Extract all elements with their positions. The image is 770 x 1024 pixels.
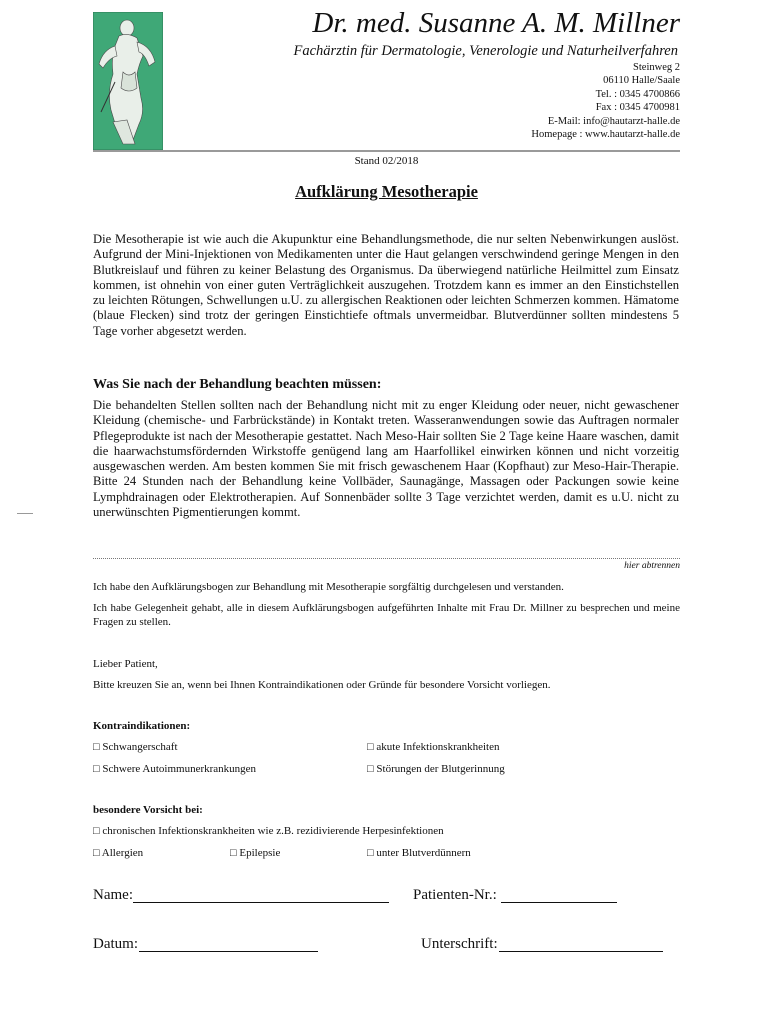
tear-off-label: hier abtrennen	[624, 561, 680, 571]
checkbox-autoimmune[interactable]: □ Schwere Autoimmunerkrankungen	[93, 763, 257, 775]
statue-logo-icon	[93, 12, 163, 150]
patient-salutation: Lieber Patient,	[93, 658, 158, 670]
date-input-line[interactable]	[139, 937, 318, 952]
name-input-line[interactable]	[133, 888, 389, 903]
patient-instruction: Bitte kreuzen Sie an, wenn bei Ihnen Kontraindikationen oder Gründe für besondere Vorsicht vorliegen.	[93, 679, 551, 691]
name-label: Name:	[93, 887, 133, 903]
checkbox-chronic-infections[interactable]: □ chronischen Infektionskrankheiten wie z.B. rezidivierende Herpesinfektionen	[93, 825, 444, 837]
contraindications-heading: Kontraindikationen:	[93, 720, 191, 732]
signature-input-line[interactable]	[499, 937, 663, 952]
address-homepage: Homepage : www.hautarzt-halle.de	[531, 129, 680, 141]
checkbox-pregnancy[interactable]: □ Schwangerschaft	[93, 741, 178, 753]
margin-fold-mark	[17, 513, 33, 514]
practice-address	[420, 61, 680, 141]
checkbox-blood-thinners[interactable]: □ unter Blutverdünnern	[367, 847, 471, 859]
address-street: Steinweg 2	[633, 62, 680, 73]
address-city: 06110 Halle/Saale	[603, 75, 680, 87]
checkbox-allergies[interactable]: □ Allergien	[93, 847, 144, 859]
doctor-specialty: Fachärztin für Dermatologie, Venerologie und Naturheilverfahren	[293, 43, 678, 59]
document-version: Stand 02/2018	[354, 155, 419, 167]
date-label: Datum:	[93, 936, 138, 952]
signature-label: Unterschrift:	[421, 936, 498, 952]
checkbox-coagulation-disorder[interactable]: □ Störungen der Blutgerinnung	[367, 763, 505, 775]
checkbox-acute-infections[interactable]: □ akute Infektionskrankheiten	[367, 741, 500, 753]
checkbox-epilepsy[interactable]: □ Epilepsie	[230, 847, 281, 859]
after-treatment-paragraph: Die behandelten Stellen sollten nach der Behandlung nicht mit zu enger Kleidung oder neuer, nicht gewaschener Kleidung (chemische- und Farbrückstände) in Kontakt treten. Wasseranwendungen sowie das Auftragen normaler Pflegeprodukte ist nach der Mesotherapie gestattet. Nach Meso-Hair sollten Sie 2 Tage keine Haare waschen, damit die haarwachstumsfördernden Wirkstoffe genügend lang am Haarfollikel einwirken können und nicht vorzeitig ausgewaschen werden. Am besten kommen Sie mit frisch gewaschenem Haar (Kopfhaut) zur Meso-Hair-Therapie. Bitte 24 Stunden nach der Behandlung keine Vollbäder, Saunagänge, Massagen oder Packungen sowie keine Lymphdrainagen oder Elektrotherapien. Auf Sonnenbäder sollte 3 Tage verzichtet werden, damit es u.U. nicht zu unerwünschten Pigmentierungen kommt.	[93, 398, 679, 520]
practice-logo	[93, 12, 163, 150]
header-divider	[93, 150, 680, 152]
consent-statement-1: Ich habe den Aufklärungsbogen zur Behandlung mit Mesotherapie sorgfältig durchgelesen und verstanden.	[93, 581, 564, 593]
patient-number-input-line[interactable]	[501, 888, 617, 903]
address-phone: Tel. : 0345 4700866	[595, 88, 680, 100]
tear-off-line	[93, 558, 680, 559]
consent-statement-2: Ich habe Gelegenheit gehabt, alle in diesem Aufklärungsbogen aufgeführten Inhalte mit Frau Dr. Millner zu besprechen und meine Fragen zu stellen.	[93, 602, 680, 628]
address-fax: Fax : 0345 4700981	[595, 102, 680, 114]
document-title: Aufklärung Mesotherapie	[295, 182, 478, 201]
after-treatment-heading: Was Sie nach der Behandlung beachten müssen:	[93, 377, 382, 392]
doctor-name: Dr. med. Susanne A. M. Millner	[312, 7, 680, 39]
patient-number-label: Patienten-Nr.:	[413, 887, 497, 903]
caution-heading: besondere Vorsicht bei:	[93, 804, 203, 816]
intro-paragraph: Die Mesotherapie ist wie auch die Akupunktur eine Behandlungsmethode, die nur selten Nebenwirkungen auslöst. Aufgrund der Mini-Injektionen von Medikamenten unter die Haut gelangen verschwindend geringe Mengen in den Blutkreislauf und führen zu keiner Belastung des Organismus. Da überwiegend natürliche Heilmittel zum Einsatz kommen, ist ohnehin von einer guten Verträglichkeit auszugehen. Trotzdem kann es immer an den Einstichstellen zu leichten Rötungen, Schwellungen u.U. zu allergischen Reaktionen oder leichten Schmerzen kommen. Hämatome (blaue Flecken) sind trotz der geringen Einstichtiefe oftmals unvermeidbar. Blutverdünner sollten mindestens 5 Tage vorher abgesetzt werden.	[93, 232, 679, 338]
address-email: E-Mail: info@hautarzt-halle.de	[547, 115, 680, 127]
